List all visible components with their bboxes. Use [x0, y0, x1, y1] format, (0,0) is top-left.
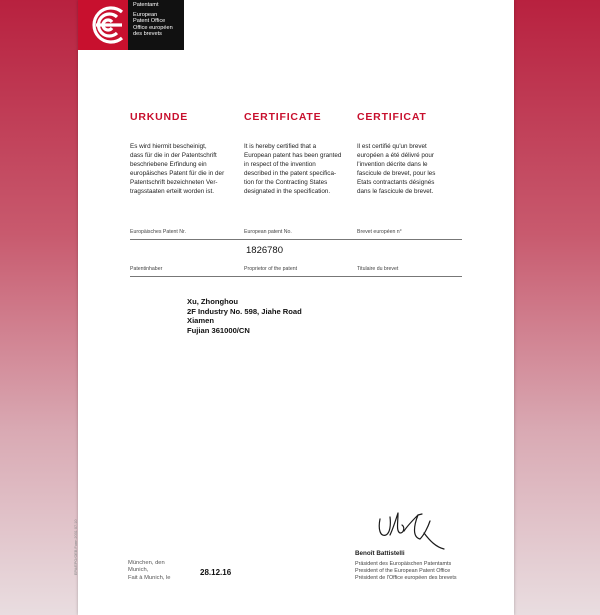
body-line: européen a été délivré pour	[357, 151, 435, 159]
body-line: tragsstaaten erteilt worden ist.	[130, 187, 214, 195]
body-line: europäisches Patent für die in der	[130, 169, 225, 177]
patent-number: 1826780	[246, 245, 283, 256]
epo-logo-icon	[78, 0, 128, 50]
place-line: Munich,	[128, 567, 149, 574]
place-line: München, den	[128, 560, 165, 566]
body-line: It is hereby certified that a	[244, 143, 317, 150]
body-line: Es wird hiermit bescheinigt,	[130, 143, 207, 150]
body-line: tion for the Contracting States	[244, 178, 328, 186]
proprietor-address	[187, 297, 302, 335]
patent-label-de: Europäisches Patent Nr.	[130, 229, 186, 235]
epo-logo-text	[133, 2, 183, 38]
title-urkunde: URKUNDE	[130, 111, 189, 123]
divider	[130, 239, 462, 240]
body-line: in respect of the invention	[244, 160, 316, 168]
address-line: Fujian 361000/CN	[187, 325, 250, 335]
title-certificat: CERTIFICAT	[357, 111, 427, 123]
body-line: dass für die in der Patentschrift	[130, 151, 217, 159]
signer-title-line: President of the European Patent Office	[355, 568, 451, 575]
title-certificate: CERTIFICATE	[244, 111, 322, 123]
logo-line: des brevets	[133, 31, 162, 38]
body-german	[130, 143, 246, 196]
body-line: beschriebene Erfindung ein	[130, 160, 207, 168]
signer-title-line: Präsident des Europäischen Patentamts	[355, 561, 452, 567]
body-line: Patentschrift bezeichneten Ver-	[130, 178, 218, 186]
holder-label-de: Patentinhaber	[130, 266, 163, 272]
body-line: fascicule de brevet, pour les	[357, 169, 436, 177]
certificate-document	[74, 0, 514, 615]
address-line: 2F Industry No. 598, Jiahe Road	[187, 306, 302, 316]
holder-label-fr: Titulaire du brevet	[357, 266, 399, 272]
body-line: European patent has been granted	[244, 151, 342, 159]
logo-line: European	[133, 11, 158, 18]
body-english	[244, 143, 360, 196]
place-line: Fait à Munich, le	[128, 574, 171, 581]
body-line: Etats contractants désignés	[357, 178, 435, 186]
signer-name: Benoît Battistelli	[355, 550, 405, 557]
divider	[130, 276, 462, 277]
form-code: EPA/EPO/OEB Form 2031 07.10	[74, 519, 78, 575]
signature-image	[374, 505, 454, 550]
body-line: described in the patent specifica-	[244, 169, 337, 177]
body-line: dans le fascicule de brevet.	[357, 187, 434, 195]
epo-logo	[78, 0, 184, 50]
address-line: Xu, Zhonghou	[187, 297, 239, 306]
holder-label-en: Proprietor of the patent	[244, 266, 298, 272]
body-line: Il est certifié qu'un brevet	[357, 143, 427, 150]
patent-label-fr: Brevet européen n°	[357, 229, 402, 235]
place-of-issue	[128, 560, 171, 582]
logo-line: Office européen	[133, 24, 173, 31]
signer-titles	[355, 561, 457, 583]
logo-line: Patentamt	[133, 2, 159, 8]
logo-line: Patent Office	[133, 18, 166, 25]
body-french	[357, 143, 473, 196]
issue-date: 28.12.16	[200, 568, 232, 577]
address-line: Xiamen	[187, 316, 215, 325]
body-line: l'invention décrite dans le	[357, 160, 428, 168]
signer-title-line: Président de l'Office européen des brevets	[355, 575, 457, 582]
patent-label-en: European patent No.	[244, 229, 292, 235]
body-line: designated in the specification.	[244, 187, 331, 195]
